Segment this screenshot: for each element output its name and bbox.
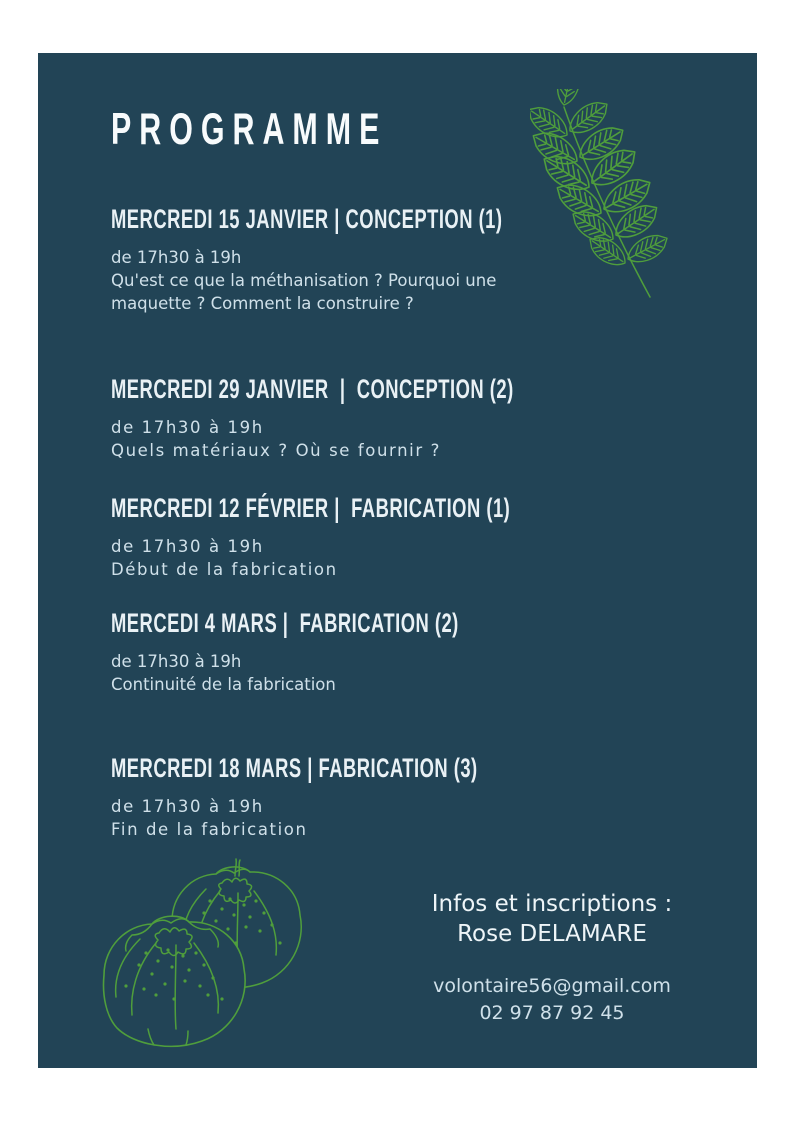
session-description: Qu'est ce que la méthanisation ? Pourquoi une maquette ? Comment la construire ? — [111, 271, 497, 313]
session-description: Début de la fabrication — [111, 560, 338, 579]
tomatoes-icon — [78, 851, 320, 1065]
session-time: de 17h30 à 19h — [111, 652, 242, 671]
session-time: de 17h30 à 19h — [111, 248, 242, 267]
contact-person: Rose DELAMARE — [457, 921, 647, 947]
page-title: PROGRAMME — [111, 105, 388, 155]
session-heading: MERCREDI 18 MARS | FABRICATION (3) — [111, 752, 478, 784]
session-time: de 17h30 à 19h — [111, 418, 264, 437]
contact-title: Infos et inscriptions : — [431, 891, 673, 917]
session-heading: MERCREDI 29 JANVIER | CONCEPTION (2) — [111, 373, 514, 405]
session-description: Fin de la fabrication — [111, 820, 308, 839]
session-time: de 17h30 à 19h — [111, 797, 264, 816]
leaf-icon — [530, 89, 708, 311]
session-heading: MERCREDI 12 FÉVRIER | FABRICATION (1) — [111, 492, 511, 524]
session-block — [111, 201, 553, 315]
session-description: Continuité de la fabrication — [111, 675, 336, 694]
contact-phone: 02 97 87 92 45 — [479, 1002, 625, 1024]
session-block — [111, 750, 553, 841]
session-block — [111, 605, 553, 696]
session-description: Quels matériaux ? Où se fournir ? — [111, 441, 441, 460]
session-heading: MERCREDI 15 JANVIER | CONCEPTION (1) — [111, 203, 503, 235]
contact-block — [376, 889, 728, 1027]
session-block — [111, 371, 553, 462]
session-heading: MERCEDI 4 MARS | FABRICATION (2) — [111, 607, 459, 639]
flyer-page — [38, 53, 757, 1068]
session-block — [111, 490, 553, 581]
session-time: de 17h30 à 19h — [111, 537, 264, 556]
contact-email: volontaire56@gmail.com — [433, 975, 671, 997]
